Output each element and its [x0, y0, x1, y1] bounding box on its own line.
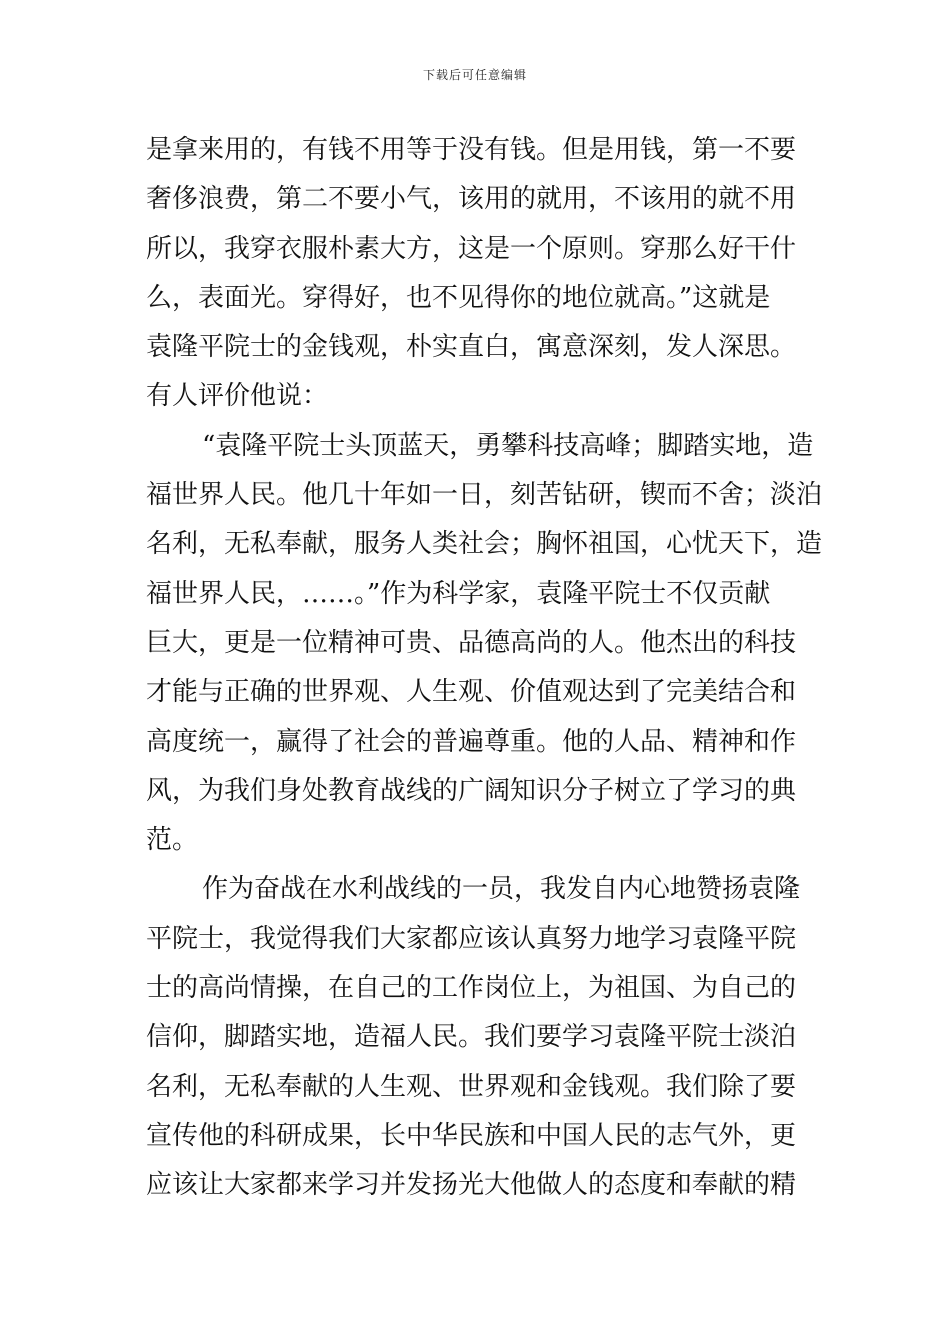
paragraph-start-line: “袁隆平院士头顶蓝天，勇攀科技高峰；脚踏实地，造 — [202, 430, 814, 461]
text-line: 么，表面光。穿得好，也不见得你的地位就高。”这就是 — [146, 282, 771, 313]
text-line: 平院士，我觉得我们大家都应该认真努力地学习袁隆平院 — [146, 923, 797, 954]
text-line: 风，为我们身处教育战线的广阔知识分子树立了学习的典 — [146, 775, 797, 806]
text-line: 福世界人民。他几十年如一日，刻苦钻研，锲而不舍；淡泊 — [146, 480, 823, 511]
text-line: 袁隆平院士的金钱观，朴实直白，寓意深刻，发人深思。 — [146, 332, 797, 363]
text-line: 才能与正确的世界观、人生观、价值观达到了完美结合和 — [146, 677, 797, 708]
page-header: 下载后可任意编辑 — [422, 68, 527, 82]
document-body — [146, 126, 826, 1211]
text-line: 奢侈浪费，第二不要小气，该用的就用，不该用的就不用 — [146, 184, 797, 215]
text-line: 应该让大家都来学习并发扬光大他做人的态度和奉献的精 — [146, 1170, 797, 1201]
text-line: 信仰，脚踏实地，造福人民。我们要学习袁隆平院士淡泊 — [146, 1022, 797, 1053]
text-line: 士的高尚情操，在自己的工作岗位上，为祖国、为自己的 — [146, 973, 797, 1004]
text-line: 高度统一，赢得了社会的普遍尊重。他的人品、精神和作 — [146, 726, 797, 757]
text-line: 所以，我穿衣服朴素大方，这是一个原则。穿那么好干什 — [146, 233, 797, 264]
text-line: 名利，无私奉献的人生观、世界观和金钱观。我们除了要 — [146, 1071, 797, 1102]
text-line: 名利，无私奉献，服务人类社会；胸怀祖国，心忧天下，造 — [146, 529, 823, 560]
text-line: 福世界人民，……。”作为科学家，袁隆平院士不仅贡献 — [146, 578, 771, 609]
text-line: 是拿来用的，有钱不用等于没有钱。但是用钱，第一不要 — [146, 135, 797, 165]
text-line: 范。 — [146, 825, 199, 856]
text-line: 有人评价他说： — [146, 381, 329, 412]
text-line: 巨大，更是一位精神可贵、品德高尚的人。他杰出的科技 — [146, 627, 797, 658]
paragraph-start-line: 作为奋战在水利战线的一员，我发自内心地赞扬袁隆 — [202, 874, 801, 905]
text-line: 宣传他的科研成果，长中华民族和中国人民的志气外，更 — [146, 1120, 797, 1151]
